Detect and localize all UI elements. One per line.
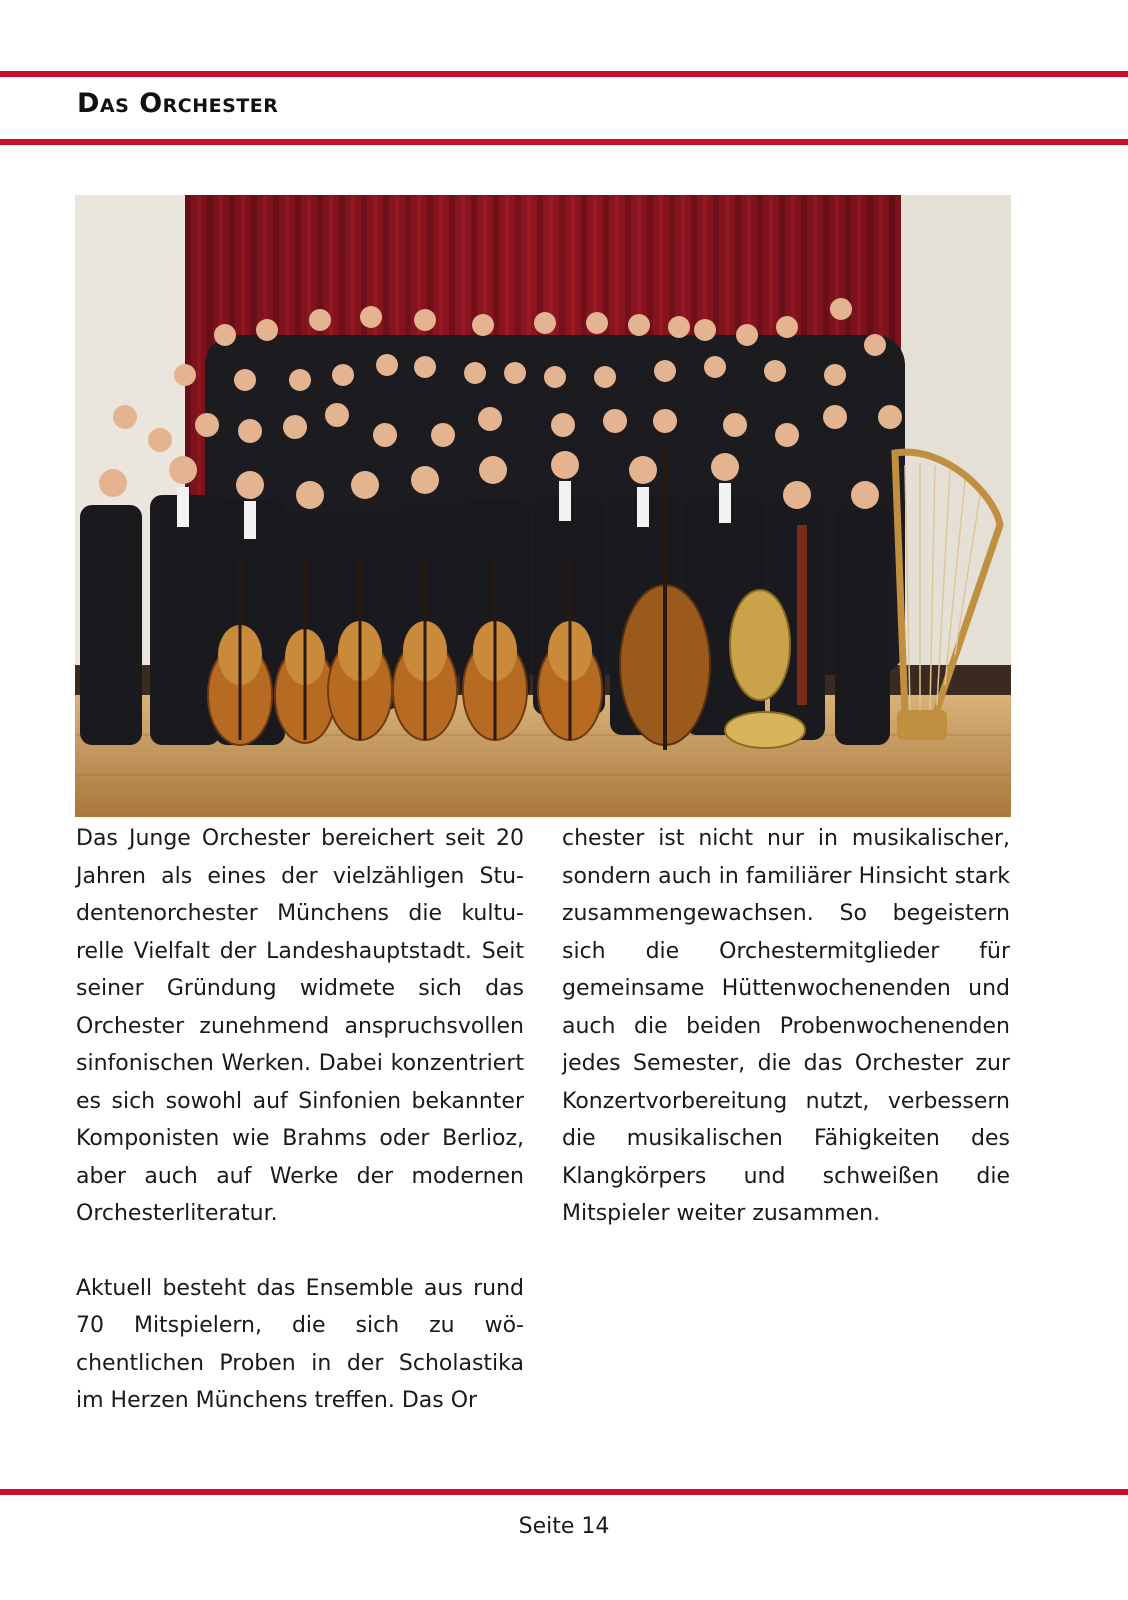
article-right-column [562,820,1010,1233]
article-paragraph: chester ist nicht nur in musikalischer, sondern auch in familiärer Hinsicht stark zusammengewachsen. So begeistern sich die Orchestermitglieder für gemeinsame Hüttenwochenenden und auch die beiden Probenwochenenden jedes Semester, die das Orchester zur Konzertvorbereitung nutzt, verbessern die musikalischen Fähigkeiten des Klangkörpers und schweißen die Mitspieler weiter zusammen. [562,826,1010,1226]
orchestra-group-photo [75,195,1011,817]
article-paragraph: Aktuell besteht das Ensemble aus rund 70 Mitspielern, die sich zu wöchentlichen Proben in der Scholastika im Herzen Münchens treffen. Das Or [76,1275,524,1413]
page-title: Das Orchester [77,88,279,119]
article-paragraph: Das Junge Orchester bereichert seit 20 Jahren als eines der vielzähligen Studentenorchester Münchens die kulturelle Vielfalt der Landeshauptstadt. Seit seiner Gründung widmete sich das Orchester zunehmend anspruchsvollen sinfonischen Werken. Dabei konzentriert es sich sowohl auf Sinfonien bekannter Komponisten wie Brahms oder Berlioz, aber auch auf Werke der modernen Orchesterliteratur. [76,826,524,1226]
article-left-column [76,820,524,1420]
footer-rule [0,1489,1128,1495]
header-bottom-rule [0,139,1128,145]
orchestra-photo-illustration [75,195,1011,817]
page-number: Seite 14 [518,1514,610,1539]
header-top-rule [0,71,1128,77]
